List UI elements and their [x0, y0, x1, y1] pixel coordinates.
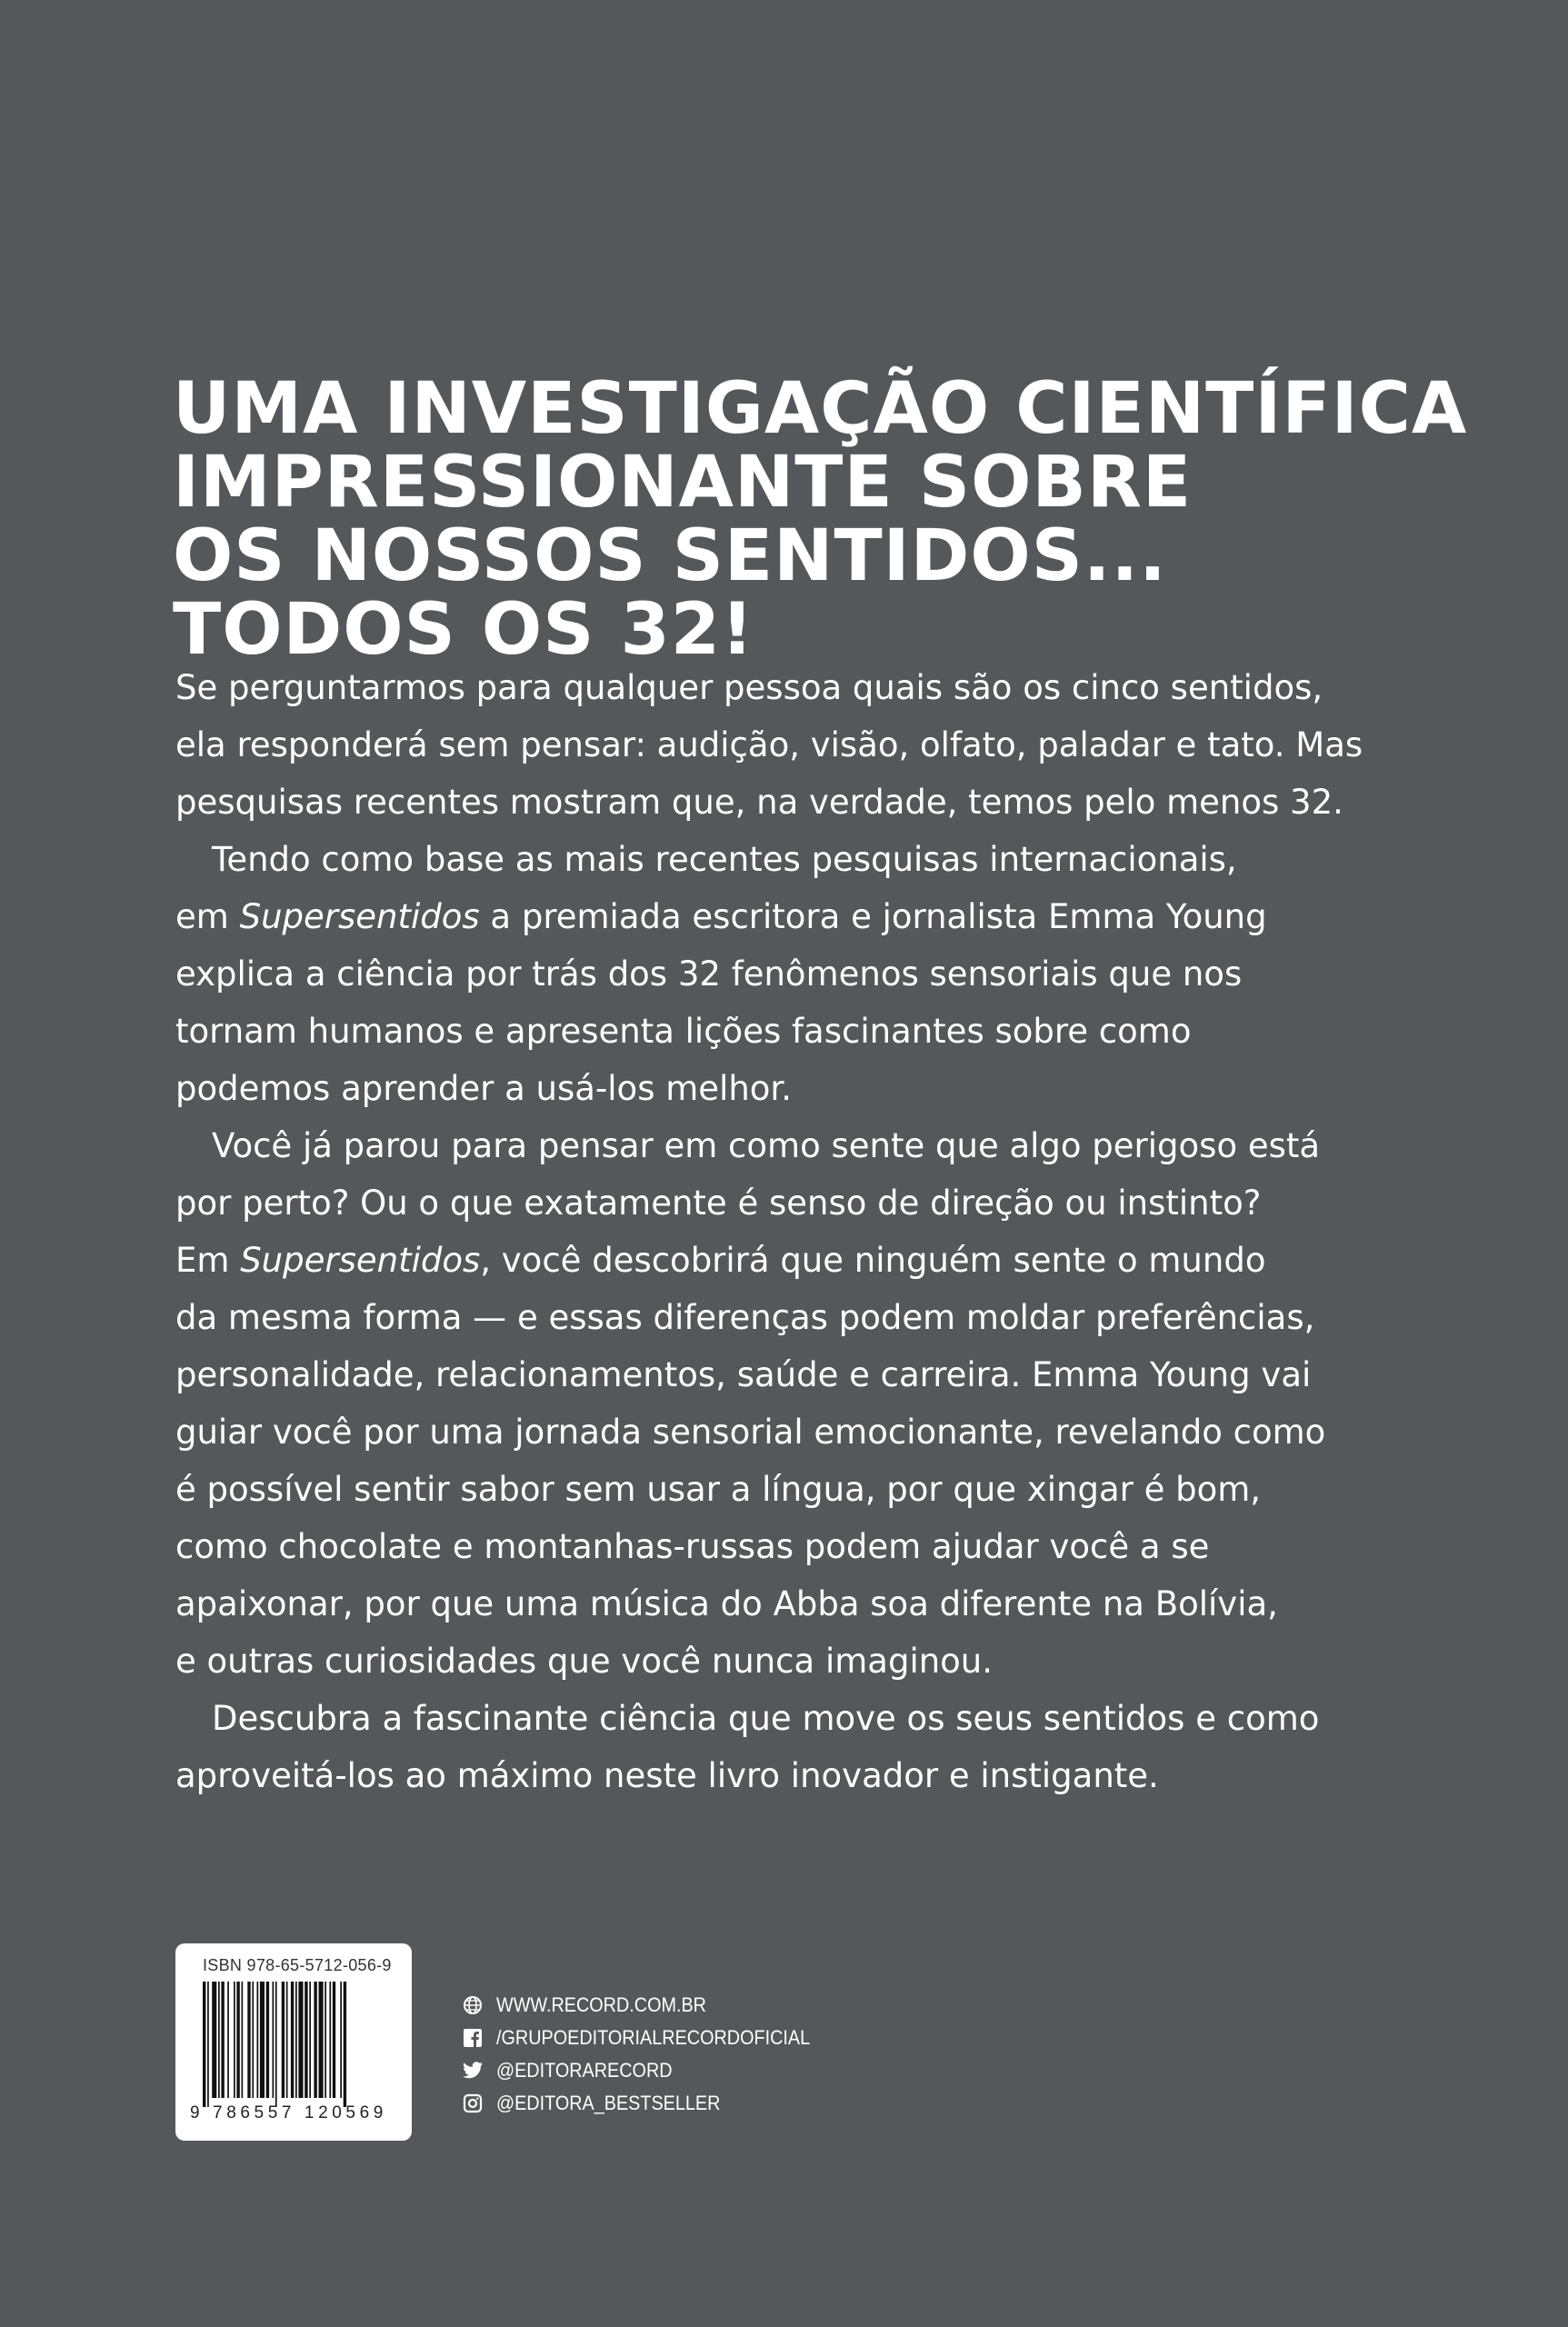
- text-line: apaixonar, por que uma música do Abba soa diferente na Bolívia,: [175, 1584, 1278, 1623]
- text-line: é possível sentir sabor sem usar a língua, por que xingar é bom,: [175, 1470, 1262, 1509]
- instagram-icon: [462, 2092, 484, 2114]
- barcode-digits: 9 786557 120569: [190, 2103, 387, 2122]
- barcode-bar: [203, 1982, 205, 2107]
- barcode-bars: [203, 1982, 385, 2107]
- barcode-bar: [295, 1982, 297, 2098]
- text-line: Tendo como base as mais recentes pesquisas internacionais,: [212, 840, 1237, 879]
- text-line: Se perguntarmos para qualquer pessoa quais são os cinco sentidos,: [175, 668, 1323, 707]
- text-line: personalidade, relacionamentos, saúde e carreira. Emma Young vai: [175, 1355, 1312, 1394]
- paragraph-3: [175, 1117, 1457, 1690]
- social-links: [462, 1989, 844, 2120]
- book-title: Supersentidos: [240, 1241, 481, 1280]
- barcode-bar: [282, 1982, 285, 2098]
- barcode-bar: [212, 1982, 216, 2098]
- text-line: pesquisas recentes mostram que, na verdade, temos pelo menos 32.: [175, 783, 1343, 822]
- barcode-bar: [291, 1982, 294, 2098]
- isbn-label: ISBN 978-65-5712-056-9: [203, 1956, 392, 1974]
- social-text: @EDITORARECORD: [496, 2059, 673, 2082]
- globe-icon: [462, 1994, 484, 2016]
- text-line: tornam humanos e apresenta lições fascinantes sobre como: [175, 1012, 1192, 1051]
- text-line: Descubra a fascinante ciência que move os seus sentidos e como: [212, 1699, 1320, 1738]
- text-line: [175, 1232, 1457, 1289]
- social-text: @EDITORA_BESTSELLER: [496, 2092, 721, 2114]
- barcode-bar: [286, 1982, 288, 2098]
- headline-line: TODOS OS 32!: [173, 589, 754, 671]
- headline-line: UMA INVESTIGAÇÃO CIENTÍFICA: [173, 368, 1468, 450]
- text-line: por perto? Ou o que exatamente é senso de direção ou instinto?: [175, 1183, 1262, 1223]
- text-line: [175, 888, 1457, 945]
- text-run: a premiada escritora e jornalista Emma Young: [479, 897, 1267, 936]
- text-line: como chocolate e montanhas-russas podem ajudar você a se: [175, 1527, 1210, 1566]
- text-line: e outras curiosidades que você nunca imaginou.: [175, 1642, 994, 1681]
- text-line: da mesma forma — e essas diferenças podem moldar preferências,: [175, 1298, 1315, 1337]
- barcode-bar: [305, 1982, 307, 2098]
- barcode-bar: [234, 1982, 235, 2098]
- barcode-bar: [273, 1982, 275, 2098]
- book-title: Supersentidos: [239, 897, 480, 936]
- barcode-bar: [266, 1982, 269, 2098]
- barcode-bar: [325, 1982, 326, 2098]
- social-text: /GRUPOEDITORIALRECORDOFICIAL: [496, 2026, 811, 2049]
- text-run: em: [175, 897, 240, 936]
- barcode-bar: [247, 1982, 250, 2098]
- barcode-bar: [207, 1982, 209, 2107]
- barcode-bar: [242, 1982, 244, 2098]
- text-run: , você descobrirá que ninguém sente o mundo: [480, 1241, 1266, 1280]
- barcode-bar: [227, 1982, 229, 2098]
- barcode-bar: [275, 1982, 277, 2107]
- social-instagram[interactable]: [462, 2087, 844, 2120]
- isbn-barcode: [175, 1943, 412, 2141]
- headline-line: IMPRESSIONANTE SOBRE: [173, 442, 1193, 524]
- barcode-bar: [257, 1982, 259, 2098]
- text-run: Em: [175, 1241, 241, 1280]
- barcode-bar: [221, 1982, 224, 2098]
- social-twitter[interactable]: [462, 2054, 844, 2087]
- barcode-bar: [340, 1982, 342, 2098]
- facebook-icon: [462, 2027, 484, 2049]
- social-facebook[interactable]: [462, 2022, 844, 2054]
- text-line: Você já parou para pensar em como sente que algo perigoso está: [212, 1126, 1321, 1165]
- barcode-bar: [319, 1982, 324, 2098]
- text-line: ela responderá sem pensar: audição, visão, olfato, paladar e tato. Mas: [175, 725, 1363, 764]
- barcode-bar: [314, 1982, 316, 2098]
- barcode-bar: [260, 1982, 265, 2098]
- paragraph-4: [175, 1690, 1457, 1804]
- barcode-bar: [333, 1982, 335, 2098]
- barcode-bar: [236, 1982, 239, 2098]
- social-text: WWW.RECORD.COM.BR: [496, 1993, 706, 2016]
- paragraph-2: [175, 831, 1457, 1117]
- paragraph-1: [175, 659, 1457, 831]
- barcode-bar: [252, 1982, 254, 2098]
- text-line: podemos aprender a usá-los melhor.: [175, 1069, 792, 1108]
- barcode-bar: [309, 1982, 311, 2098]
- social-website[interactable]: [462, 1989, 844, 2022]
- barcode-bar: [218, 1982, 220, 2098]
- text-line: explica a ciência por trás dos 32 fenômenos sensoriais que nos: [175, 954, 1243, 994]
- barcode-bar: [329, 1982, 331, 2098]
- headline-line: OS NOSSOS SENTIDOS...: [173, 515, 1167, 597]
- synopsis: [175, 659, 1457, 1804]
- text-line: guiar você por uma jornada sensorial emocionante, revelando como: [175, 1413, 1326, 1452]
- text-line: aproveitá-los ao máximo neste livro inovador e instigante.: [175, 1756, 1159, 1795]
- barcode-bar: [298, 1982, 303, 2098]
- twitter-icon: [462, 2060, 484, 2082]
- headline: [173, 368, 1518, 671]
- barcode-bar: [344, 1982, 346, 2107]
